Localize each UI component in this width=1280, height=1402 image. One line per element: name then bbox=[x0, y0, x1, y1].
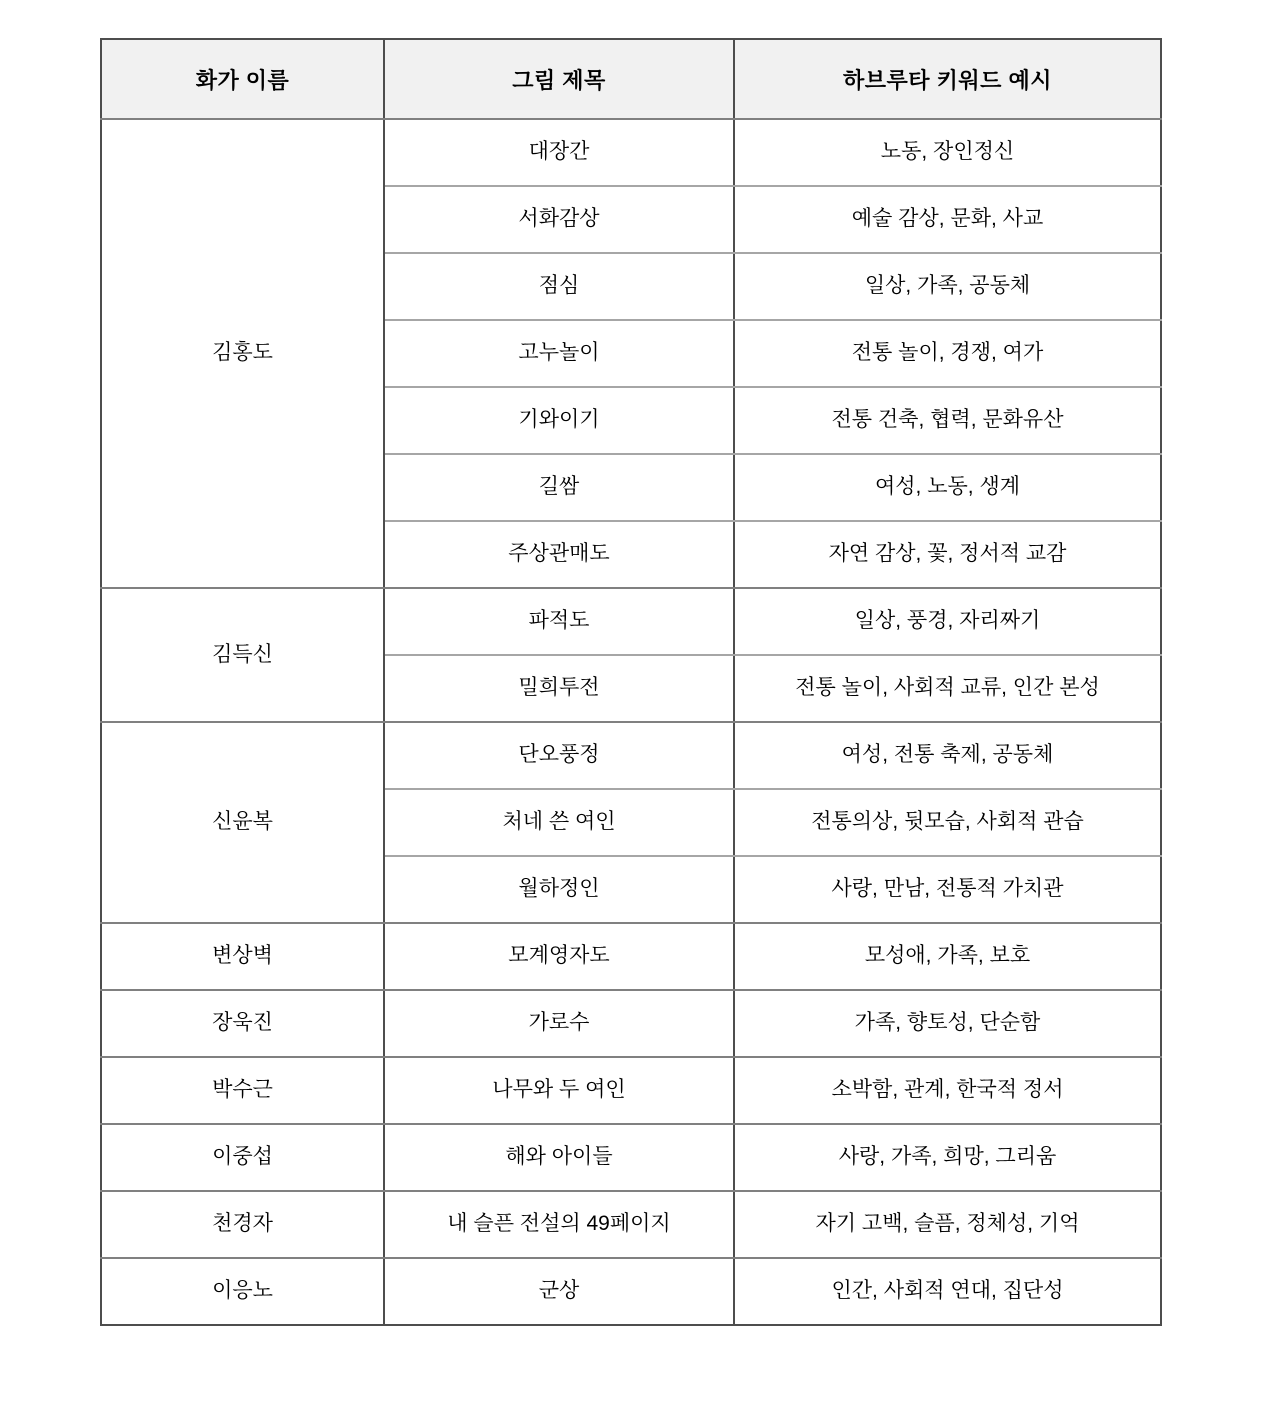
cell-havruta-keywords: 전통의상, 뒷모습, 사회적 관습 bbox=[734, 789, 1161, 856]
table-row bbox=[101, 1057, 1161, 1124]
cell-painting-title: 나무와 두 여인 bbox=[384, 1057, 734, 1124]
cell-artist-name: 이응노 bbox=[101, 1258, 384, 1325]
cell-painting-title: 밀희투전 bbox=[384, 655, 734, 722]
table-row bbox=[101, 119, 1161, 186]
cell-havruta-keywords: 자기 고백, 슬픔, 정체성, 기억 bbox=[734, 1191, 1161, 1258]
cell-havruta-keywords: 인간, 사회적 연대, 집단성 bbox=[831, 1279, 1064, 1303]
cell-artist-name: 천경자 bbox=[101, 1191, 384, 1258]
cell-artist-name: 이중섭 bbox=[101, 1124, 384, 1191]
cell-painting-title: 가로수 bbox=[384, 990, 734, 1057]
cell-havruta-keywords: 사랑, 만남, 전통적 가치관 bbox=[734, 856, 1161, 923]
cell-painting-title: 길쌈 bbox=[384, 454, 734, 521]
column-header-title: 그림 제목 bbox=[384, 39, 734, 119]
cell-painting-title: 서화감상 bbox=[384, 186, 734, 253]
table-row bbox=[101, 1124, 1161, 1191]
table-row bbox=[101, 588, 1161, 655]
cell-artist-name: 김홍도 bbox=[101, 119, 384, 588]
table-row bbox=[101, 722, 1161, 789]
cell-havruta-keywords: 예술 감상, 문화, 사교 bbox=[734, 186, 1161, 253]
cell-havruta-keywords: 자연 감상, 꽃, 정서적 교감 bbox=[734, 521, 1161, 588]
cell-havruta-keywords: 전통 건축, 협력, 문화유산 bbox=[734, 387, 1161, 454]
cell-painting-title: 월하정인 bbox=[384, 856, 734, 923]
keyword-table-container bbox=[100, 38, 1160, 1326]
cell-havruta-keywords: 가족, 향토성, 단순함 bbox=[734, 990, 1161, 1057]
cell-painting-title: 주상관매도 bbox=[384, 521, 734, 588]
cell-painting-title: 군상 bbox=[384, 1258, 734, 1325]
cell-havruta-keywords: 전통 놀이, 사회적 교류, 인간 본성 bbox=[734, 655, 1161, 722]
cell-painting-title: 모계영자도 bbox=[384, 923, 734, 990]
cell-havruta-keywords: 여성, 전통 축제, 공동체 bbox=[734, 722, 1161, 789]
cell-havruta-keywords: 사랑, 가족, 희망, 그리움 bbox=[734, 1124, 1161, 1191]
cell-havruta-keywords: 일상, 가족, 공동체 bbox=[734, 253, 1161, 320]
cell-artist-name: 신윤복 bbox=[101, 722, 384, 923]
cell-artist-name: 변상벽 bbox=[101, 923, 384, 990]
cell-painting-title: 기와이기 bbox=[384, 387, 734, 454]
column-header-keyword: 하브루타 키워드 예시 bbox=[734, 39, 1161, 119]
cell-havruta-keywords: 일상, 풍경, 자리짜기 bbox=[734, 588, 1161, 655]
cell-painting-title: 단오풍정 bbox=[384, 722, 734, 789]
cell-painting-title: 해와 아이들 bbox=[384, 1124, 734, 1191]
table-row bbox=[101, 990, 1161, 1057]
cell-havruta-keywords: 노동, 장인정신 bbox=[734, 119, 1161, 186]
cell-painting-title: 대장간 bbox=[384, 119, 734, 186]
cell-painting-title: 파적도 bbox=[384, 588, 734, 655]
table-row bbox=[101, 923, 1161, 990]
artist-keyword-table bbox=[100, 38, 1162, 1326]
column-header-artist: 화가 이름 bbox=[101, 39, 384, 119]
table-body bbox=[101, 119, 1161, 1325]
cell-painting-title: 처네 쓴 여인 bbox=[384, 789, 734, 856]
table-header bbox=[101, 39, 1161, 119]
cell-havruta-keywords: 전통 놀이, 경쟁, 여가 bbox=[734, 320, 1161, 387]
cell-artist-name: 김득신 bbox=[101, 588, 384, 722]
cell-havruta-keywords: 소박함, 관계, 한국적 정서 bbox=[734, 1057, 1161, 1124]
table-row bbox=[101, 1258, 1161, 1325]
cell-havruta-keywords: 여성, 노동, 생계 bbox=[734, 454, 1161, 521]
cell-painting-title: 내 슬픈 전설의 49페이지 bbox=[384, 1191, 734, 1258]
cell-artist-name: 장욱진 bbox=[101, 990, 384, 1057]
cell-painting-title: 고누놀이 bbox=[384, 320, 734, 387]
cell-havruta-keywords: 모성애, 가족, 보호 bbox=[734, 923, 1161, 990]
header-row bbox=[101, 39, 1161, 119]
table-row bbox=[101, 1191, 1161, 1258]
cell-artist-name: 박수근 bbox=[101, 1057, 384, 1124]
cell-painting-title: 점심 bbox=[384, 253, 734, 320]
